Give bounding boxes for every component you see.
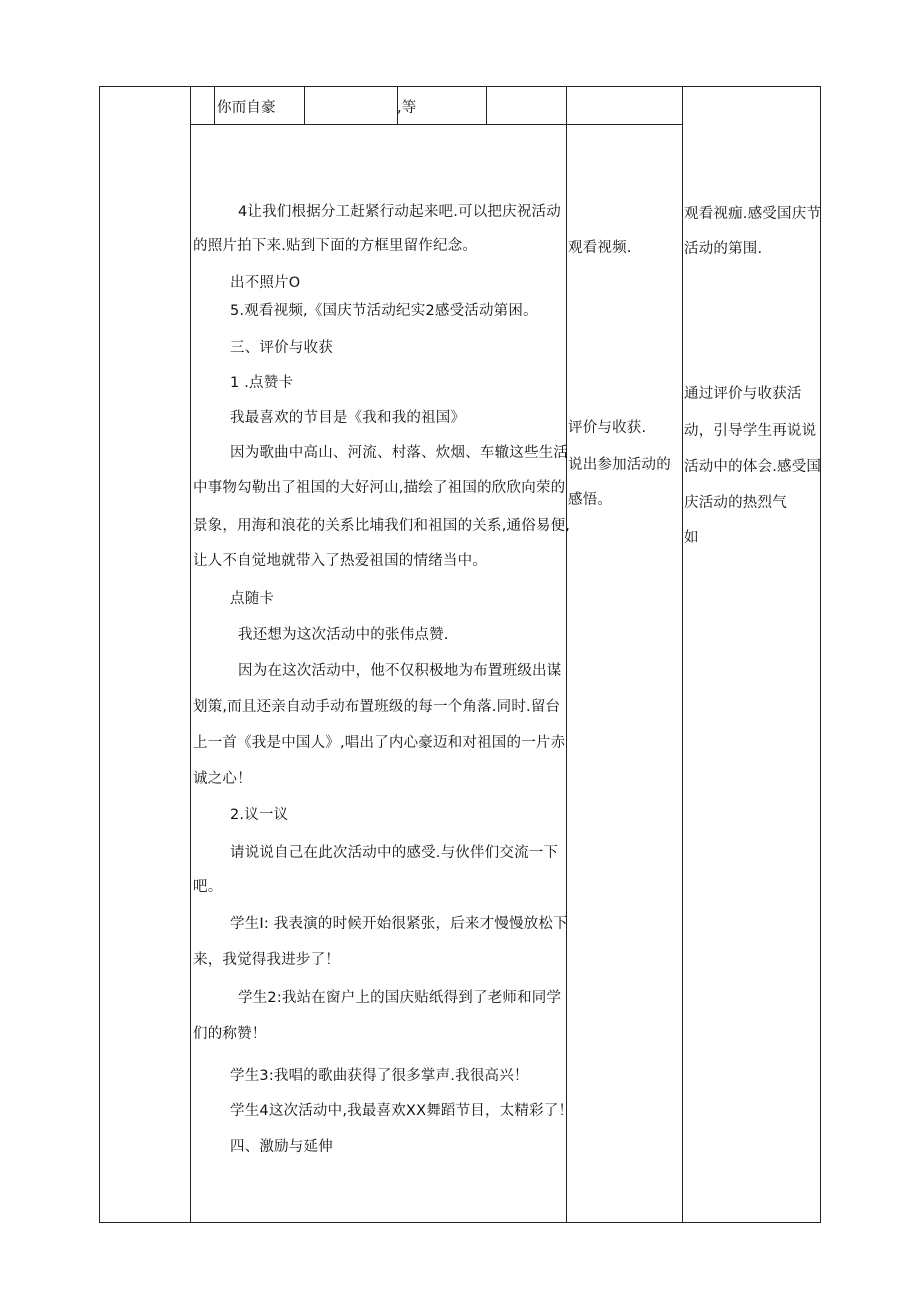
reason-line3: 景象，用海和浪花的关系比埔我们和祖国的关系,通俗易便, xyxy=(193,518,571,534)
inner-cell-text-a: 你而自豪 xyxy=(217,100,276,116)
discuss-line1: 请说说自己在此次活动中的感受.与伙伴们交流一下 xyxy=(230,845,559,861)
intent-eval-line1: 通过评价与收获活 xyxy=(684,386,802,402)
table-left-border xyxy=(99,86,100,1223)
because-line2: 划策,而且还亲自动手动布置班级的每一个角落.同时.留台 xyxy=(193,699,561,715)
student4-text: 学生4这次活动中,我最喜欢XX舞蹈节目，太精彩了！ xyxy=(230,1103,574,1119)
intent-eval-line4: 庆活动的热烈气 xyxy=(684,495,787,511)
item-2-heading: 2.议一议 xyxy=(230,807,289,823)
intent-watch-line1: 观看视痂.感受国庆节 xyxy=(684,206,822,222)
student3-text: 学生3:我唱的歌曲获得了很多掌声.我很高兴！ xyxy=(230,1068,529,1084)
student1-line2: 来，我觉得我进步了！ xyxy=(193,952,340,968)
step4-line2: 的照片拍下来.贴到下面的方框里留作纪念。 xyxy=(193,238,478,254)
step5-text: 5.观看视频,《国庆节活动纪实2感受活动第困。 xyxy=(230,303,538,319)
favorite-program: 我最喜欢的节目是《我和我的祖国》 xyxy=(230,410,466,426)
intent-eval-line5: 如 xyxy=(684,530,699,546)
intent-eval-line3: 活动中的体会.感受国 xyxy=(684,459,822,475)
student-watch: 观看视频. xyxy=(568,240,632,256)
section-4-heading: 四、激励与延伸 xyxy=(230,1139,333,1155)
intent-watch-line2: 活动的第围. xyxy=(684,241,763,257)
student1-line1: 学生I: 我表演的时候开始很紧张，后来才慢慢放松下 xyxy=(230,916,568,932)
column-divider-3 xyxy=(682,86,683,1223)
intent-eval-line2: 动，引导学生再说说 xyxy=(684,423,817,439)
item-1-heading: 1 .点赞卡 xyxy=(230,375,294,391)
column-divider-1 xyxy=(190,86,191,1223)
step4-line1: 4让我们根据分工赶紧行动起来吧.可以把庆祝活动 xyxy=(238,204,561,220)
student2-line2: 们的称赞！ xyxy=(193,1026,267,1042)
because-line3: 上一首《我是中国人》,唱出了内心豪迈和对祖国的一片赤 xyxy=(193,735,566,751)
table-right-border xyxy=(820,86,821,1223)
column-divider-2 xyxy=(566,86,567,1223)
reason-line4: 让人不自觉地就带入了热爱祖国的情绪当中。 xyxy=(193,553,487,569)
because-line1: 因为在这次活动中，他不仅积极地为布置班级出谋 xyxy=(238,663,562,679)
discuss-line2: 吧。 xyxy=(193,879,223,895)
reason-line2: 中事物勾勒出了祖国的大好河山,描绘了祖国的欣欣向荣的 xyxy=(193,480,566,496)
table-bottom-border xyxy=(99,1222,821,1223)
reason-line1: 因为歌曲中高山、河流、村落、炊烟、车辙这些生活 xyxy=(230,445,569,461)
photo-note: 出不照片O xyxy=(230,275,301,291)
inner-cell-divider-1 xyxy=(214,86,215,124)
section-3-heading: 三、评价与收获 xyxy=(230,340,333,356)
student-eval-line2: 说出参加活动的 xyxy=(568,457,671,473)
student-eval-line1: 评价与收获. xyxy=(568,420,647,436)
inner-row-bottom-border xyxy=(190,124,682,125)
card-2-title: 点随卡 xyxy=(230,591,275,607)
inner-cell-text-c: ,等 xyxy=(397,100,417,116)
inner-cell-divider-2 xyxy=(304,86,305,124)
because-line4: 诚之心！ xyxy=(193,771,252,787)
table-top-border xyxy=(99,86,821,87)
student-eval-line3: 感悟。 xyxy=(568,492,613,508)
praise-text: 我还想为这次活动中的张伟点赞. xyxy=(238,627,449,643)
student2-line1: 学生2:我站在窗户上的国庆贴纸得到了老师和同学 xyxy=(238,990,562,1006)
inner-cell-divider-4 xyxy=(486,86,487,124)
